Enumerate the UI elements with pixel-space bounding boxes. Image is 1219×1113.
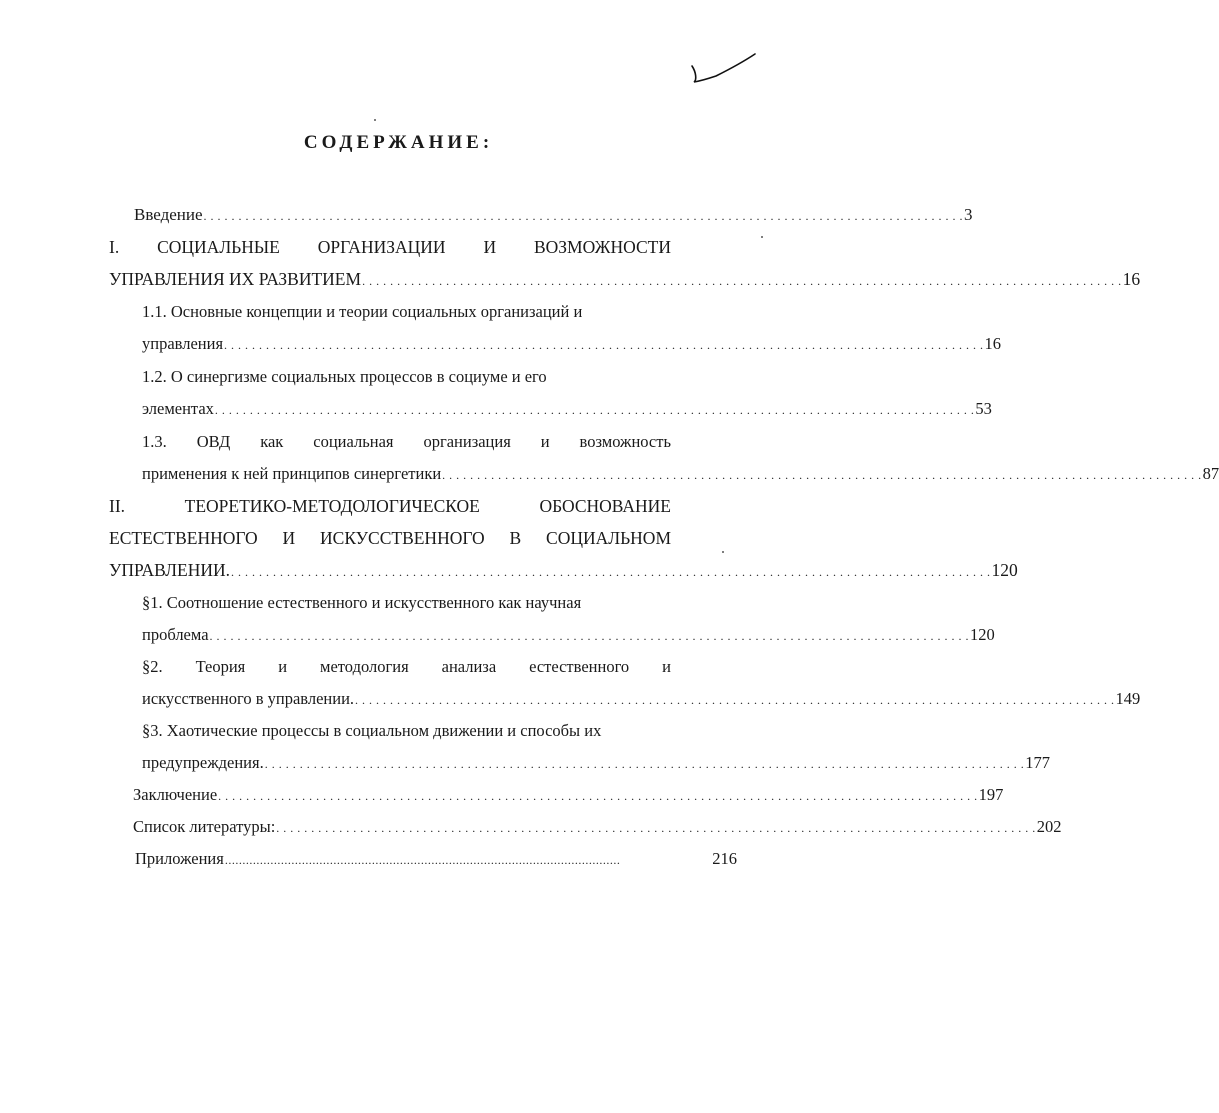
toc-page-number: 177 <box>1025 753 1050 772</box>
toc-page-number: 16 <box>984 334 1002 353</box>
leader-dots: . . . . . . . . . . . . . . . . . . . . . . . . . . . . . . . . . . . . . . . . . . . . . . . . . . . . . . . . . . . . . . . . . . . . . . . . . . . . . . . . . . . . . . . . . . . . . . . . . . . . . . . . . . . . . <box>355 693 1115 707</box>
page-title: СОДЕРЖАНИЕ: <box>303 132 494 153</box>
heading-word: ОРГАНИЗАЦИИ <box>317 237 446 257</box>
heading-word: естественного <box>529 657 630 676</box>
scan-speck <box>761 236 763 238</box>
heading-word: методология <box>320 657 409 676</box>
toc-page-number: 120 <box>991 560 1018 580</box>
toc-section-1-1-line2 <box>142 333 1002 356</box>
toc-page-number: 197 <box>978 785 1004 804</box>
toc-part-1-line2 <box>109 268 1141 292</box>
toc-paragraph-1-line2 <box>142 624 995 647</box>
heading-word: §2. <box>142 657 163 676</box>
toc-entry-label: искусственного в управлении. <box>142 689 355 708</box>
heading-word: Теория <box>195 657 246 676</box>
heading-word: как <box>260 432 284 451</box>
toc-entry-label: Введение <box>134 205 203 224</box>
toc-paragraph-1-line1: §1. Соотношение естественного и искусственного как научная <box>142 593 582 612</box>
toc-entry-literature <box>133 816 1062 839</box>
leader-dots: ................................................................................................................. <box>224 853 621 867</box>
scan-speck <box>374 119 376 121</box>
toc-section-1-3-line2 <box>142 463 1219 486</box>
toc-page-number: 120 <box>970 625 995 644</box>
toc-entry-label: УПРАВЛЕНИИ. <box>109 560 231 580</box>
leader-dots: . . . . . . . . . . . . . . . . . . . . . . . . . . . . . . . . . . . . . . . . . . . . . . . . . . . . . . . . . . . . . . . . . . . . . . . . . . . . . . . . . . . . . . . . . . . . . . . . . . . . . . . . . . . . . <box>362 274 1122 288</box>
heading-word: и <box>540 432 550 451</box>
heading-word: возможность <box>579 432 671 451</box>
heading-word: анализа <box>441 657 497 676</box>
toc-paragraph-2-line2 <box>142 688 1141 711</box>
toc-entry-label: управления <box>142 334 224 353</box>
handwritten-page-mark <box>688 52 758 90</box>
toc-entry-intro <box>134 204 973 227</box>
toc-entry-conclusion <box>133 784 1004 807</box>
toc-paragraph-3-line2 <box>142 752 1050 775</box>
toc-entry-label: предупреждения. <box>142 753 264 772</box>
toc-entry-label: Приложения <box>135 849 224 868</box>
heading-word: и <box>278 657 288 676</box>
leader-dots: . . . . . . . . . . . . . . . . . . . . . . . . . . . . . . . . . . . . . . . . . . . . . . . . . . . . . . . . . . . . . . . . . . . . . . . . . . . . . . . . . . . . . . . . . . . . . . . . . . . . . . . . . . . . . <box>209 629 970 643</box>
toc-paragraph-3-line1: §3. Хаотические процессы в социальном движении и способы их <box>142 721 602 740</box>
toc-page-number: 202 <box>1036 817 1062 836</box>
toc-entry-label: элементах <box>142 399 214 418</box>
heading-word: и <box>662 657 671 676</box>
heading-word: ОВД <box>196 432 231 451</box>
leader-dots: . . . . . . . . . . . . . . . . . . . . . . . . . . . . . . . . . . . . . . . . . . . . . . . . . . . . . . . . . . . . . . . . . . . . . . . . . . . . . . . . . . . . . . . . . . . . . . . . . . . . . . . . . . . . . <box>264 757 1025 771</box>
leader-dots: . . . . . . . . . . . . . . . . . . . . . . . . . . . . . . . . . . . . . . . . . . . . . . . . . . . . . . . . . . . . . . . . . . . . . . . . . . . . . . . . . . . . . . . . . . . . . . . . . . . . . . . . . . . . . <box>231 565 991 579</box>
toc-entry-label: Заключение <box>133 785 218 804</box>
leader-dots: . . . . . . . . . . . . . . . . . . . . . . . . . . . . . . . . . . . . . . . . . . . . . . . . . . . . . . . . . . . . . . . . . . . . . . . . . . . . . . . . . . . . . . . . . . . . . . . . . . . . . . . . . . . . . <box>276 821 1036 835</box>
heading-word: 1.3. <box>142 432 167 451</box>
toc-paragraph-2-line1 <box>142 656 671 678</box>
heading-word: СОЦИАЛЬНЫЕ <box>157 237 280 257</box>
heading-word: И <box>483 237 497 257</box>
leader-dots: . . . . . . . . . . . . . . . . . . . . . . . . . . . . . . . . . . . . . . . . . . . . . . . . . . . . . . . . . . . . . . . . . . . . . . . . . . . . . . . . . . . . . . . . . . . . . . . . . . . . . . . . . . . . . <box>214 403 975 417</box>
toc-page-number: 87 <box>1202 464 1219 483</box>
leader-dots: . . . . . . . . . . . . . . . . . . . . . . . . . . . . . . . . . . . . . . . . . . . . . . . . . . . . . . . . . . . . . . . . . . . . . . . . . . . . . . . . . . . . . . . . . . . . . . . . . . . . . . . . . . . . . <box>203 209 964 223</box>
toc-section-1-2-line2 <box>142 398 992 421</box>
heading-word: ОБОСНОВАНИЕ <box>539 496 671 516</box>
toc-section-1-1-line1: 1.1. Основные концепции и теории социальных организаций и <box>142 302 583 321</box>
toc-part-2-heading <box>109 495 671 517</box>
toc-part-1-heading <box>109 236 671 258</box>
toc-part-2-line3 <box>109 559 1018 583</box>
heading-word: организация <box>423 432 511 451</box>
toc-entry-label: применения к ней принципов синергетики <box>142 464 442 483</box>
heading-word: ВОЗМОЖНОСТИ <box>533 237 671 257</box>
toc-entry-label: УПРАВЛЕНИЯ ИХ РАЗВИТИЕМ <box>109 269 362 289</box>
toc-entry-appendix <box>135 848 737 871</box>
heading-word: II. <box>109 496 126 516</box>
toc-entry-label: Список литературы: <box>133 817 276 836</box>
toc-page-number: 3 <box>964 205 973 224</box>
scan-speck <box>722 551 724 553</box>
heading-word: социальная <box>313 432 394 451</box>
toc-page-number: 216 <box>712 849 737 868</box>
toc-part-2-line2: ЕСТЕСТВЕННОГО И ИСКУССТВЕННОГО В СОЦИАЛЬНОМ <box>109 528 671 548</box>
toc-page-number: 53 <box>975 399 992 418</box>
toc-page-number: 16 <box>1122 269 1141 289</box>
toc-section-1-2-line1: 1.2. О синергизме социальных процессов в социуме и его <box>142 367 547 386</box>
leader-dots: . . . . . . . . . . . . . . . . . . . . . . . . . . . . . . . . . . . . . . . . . . . . . . . . . . . . . . . . . . . . . . . . . . . . . . . . . . . . . . . . . . . . . . . . . . . . . . . . . . . . . . . . . . . . . <box>224 338 984 352</box>
leader-dots: . . . . . . . . . . . . . . . . . . . . . . . . . . . . . . . . . . . . . . . . . . . . . . . . . . . . . . . . . . . . . . . . . . . . . . . . . . . . . . . . . . . . . . . . . . . . . . . . . . . . . . . . . . . . . <box>218 789 978 803</box>
toc-section-1-3-line1 <box>142 431 671 453</box>
toc-entry-label: проблема <box>142 625 209 644</box>
toc-page-number: 149 <box>1115 689 1141 708</box>
heading-word: I. <box>109 237 120 257</box>
leader-dots: . . . . . . . . . . . . . . . . . . . . . . . . . . . . . . . . . . . . . . . . . . . . . . . . . . . . . . . . . . . . . . . . . . . . . . . . . . . . . . . . . . . . . . . . . . . . . . . . . . . . . . . . . . . . . <box>442 468 1202 482</box>
heading-word: ТЕОРЕТИКО-МЕТОДОЛОГИЧЕСКОЕ <box>184 496 480 516</box>
